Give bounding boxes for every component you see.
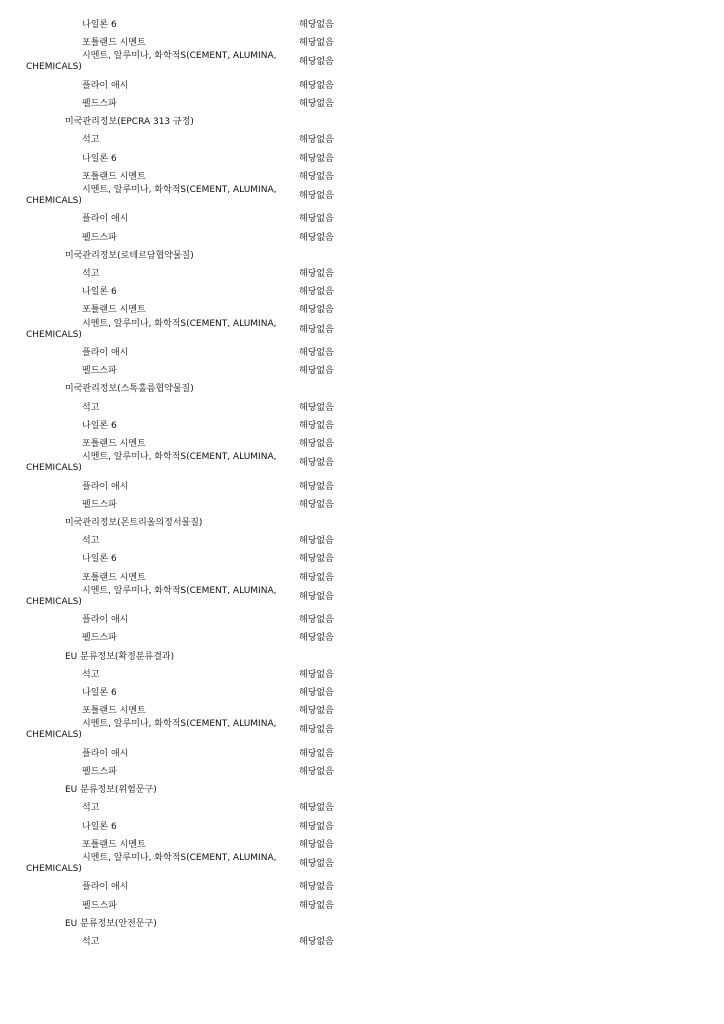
substance-name: 플라이 애시 (82, 481, 129, 492)
substance-row (0, 668, 724, 682)
substance-name: 플라이 애시 (82, 80, 129, 91)
substance-row (0, 765, 724, 779)
substance-name: 시멘트, 알루미나, 화학적S(CEMENT, ALUMINA, CHEMICALS) (26, 318, 277, 340)
substance-name: 포틀랜드 시멘트 (82, 839, 146, 850)
applicability-value: 해당없음 (299, 287, 334, 298)
applicability-value: 해당없음 (299, 688, 334, 698)
applicability-value: 해당없음 (299, 821, 334, 832)
applicability-value: 해당없음 (299, 232, 334, 243)
substance-row (0, 346, 724, 360)
substance-name: 포틀랜드 시멘트 (82, 305, 146, 316)
substance-name: 포틀랜드 시멘트 (82, 38, 146, 49)
substance-row (0, 18, 724, 32)
substance-name: 나일론 6 (82, 20, 117, 30)
substance-name: 플라이 애시 (82, 214, 129, 225)
section-heading: 미국관리정보(몬트리올의정서물질) (65, 518, 203, 528)
applicability-value: 해당없음 (299, 536, 334, 547)
substance-row (0, 838, 724, 852)
applicability-value: 해당없음 (299, 305, 334, 316)
applicability-value: 해당없음 (299, 481, 334, 492)
applicability-value: 해당없음 (299, 572, 334, 583)
section-heading: 미국관리정보(로테르담협약물질) (65, 250, 194, 261)
applicability-value: 해당없음 (299, 420, 334, 431)
substance-name: 나일론 6 (82, 554, 117, 565)
substance-row (0, 51, 724, 73)
section-heading-row (0, 917, 724, 931)
substance-row (0, 364, 724, 378)
substance-row (0, 285, 724, 299)
substance-name: 석고 (82, 937, 100, 947)
substance-name: 시멘트, 알루미나, 화학적S(CEMENT, ALUMINA, CHEMICALS) (26, 51, 277, 73)
substance-row (0, 571, 724, 585)
substance-row (0, 152, 724, 166)
substance-row (0, 935, 724, 949)
substance-name: 플라이 애시 (82, 882, 129, 893)
applicability-value: 해당없음 (299, 669, 334, 680)
substance-name: 석고 (82, 135, 100, 146)
applicability-value: 해당없음 (299, 348, 334, 358)
substance-row (0, 212, 724, 226)
applicability-value: 해당없음 (299, 803, 334, 814)
applicability-value: 해당없음 (299, 439, 334, 449)
substance-name: 석고 (82, 803, 100, 814)
applicability-value: 해당없음 (299, 38, 334, 49)
substance-name: 시멘트, 알루미나, 화학적S(CEMENT, ALUMINA, CHEMICALS) (26, 853, 277, 874)
section-heading: 미국관리정보(스톡홀름협약물질) (65, 384, 194, 395)
substance-row (0, 170, 724, 184)
substance-row (0, 419, 724, 433)
applicability-value: 해당없음 (299, 554, 334, 565)
section-heading-row (0, 650, 724, 664)
applicability-value: 해당없음 (299, 20, 334, 30)
section-heading: EU 분류정보(위험문구) (65, 785, 157, 796)
section-heading: EU 분류정보(확정분류결과) (65, 651, 175, 662)
section-heading-row (0, 115, 724, 129)
substance-name: 포틀랜드 시멘트 (82, 171, 146, 182)
substance-name: 나일론 6 (82, 821, 117, 832)
substance-row (0, 133, 724, 147)
substance-name: 석고 (82, 669, 100, 680)
substance-row (0, 853, 724, 874)
substance-name: 펠드스파 (82, 499, 117, 510)
applicability-value: 해당없음 (299, 748, 334, 759)
substance-row (0, 498, 724, 512)
applicability-value: 해당없음 (299, 725, 334, 736)
substance-name: 석고 (82, 402, 100, 413)
applicability-value: 해당없음 (299, 80, 334, 91)
substance-row (0, 747, 724, 761)
substance-name: 시멘트, 알루미나, 화학적S(CEMENT, ALUMINA, CHEMICALS) (26, 185, 277, 206)
substance-row (0, 318, 724, 340)
applicability-value: 해당없음 (299, 706, 334, 717)
substance-name: 펠드스파 (82, 767, 117, 777)
substance-name: 펠드스파 (82, 99, 117, 109)
substance-name: 포틀랜드 시멘트 (82, 706, 146, 717)
substance-name: 펠드스파 (82, 900, 117, 911)
substance-name: 시멘트, 알루미나, 화학적S(CEMENT, ALUMINA, CHEMICALS) (26, 719, 277, 741)
applicability-value: 해당없음 (299, 191, 334, 201)
substance-name: 나일론 6 (82, 420, 117, 431)
substance-row (0, 303, 724, 317)
substance-row (0, 231, 724, 245)
applicability-value: 해당없음 (299, 458, 334, 469)
section-heading-row (0, 783, 724, 797)
substance-row (0, 97, 724, 111)
applicability-value: 해당없음 (299, 937, 334, 947)
substance-row (0, 686, 724, 700)
applicability-value: 해당없음 (299, 882, 334, 893)
applicability-value: 해당없음 (299, 214, 334, 225)
substance-name: 펠드스파 (82, 633, 117, 644)
section-heading-row (0, 249, 724, 263)
section-heading-row (0, 382, 724, 396)
substance-name: 나일론 6 (82, 688, 117, 698)
substance-name: 플라이 애시 (82, 615, 129, 626)
substance-row (0, 267, 724, 281)
substance-name: 시멘트, 알루미나, 화학적S(CEMENT, ALUMINA, CHEMICALS) (26, 452, 277, 474)
substance-row (0, 899, 724, 913)
applicability-value: 해당없음 (299, 99, 334, 109)
substance-row (0, 452, 724, 474)
substance-row (0, 401, 724, 415)
substance-name: 펠드스파 (82, 366, 117, 377)
substance-name: 포틀랜드 시멘트 (82, 572, 146, 583)
substance-row (0, 185, 724, 206)
substance-row (0, 719, 724, 741)
substance-row (0, 534, 724, 548)
section-heading-row (0, 516, 724, 530)
substance-name: 나일론 6 (82, 287, 117, 298)
substance-row (0, 552, 724, 566)
applicability-value: 해당없음 (299, 269, 334, 279)
substance-row (0, 880, 724, 894)
applicability-value: 해당없음 (299, 767, 334, 777)
applicability-value: 해당없음 (299, 615, 334, 626)
substance-name: 포틀랜드 시멘트 (82, 439, 146, 449)
substance-name: 석고 (82, 269, 100, 279)
substance-row (0, 820, 724, 834)
substance-name: 플라이 애시 (82, 348, 129, 358)
applicability-value: 해당없음 (299, 900, 334, 911)
applicability-value: 해당없음 (299, 366, 334, 377)
substance-row (0, 79, 724, 93)
applicability-value: 해당없음 (299, 839, 334, 850)
substance-row (0, 480, 724, 494)
substance-row (0, 801, 724, 815)
applicability-value: 해당없음 (299, 859, 334, 869)
applicability-value: 해당없음 (299, 57, 334, 68)
applicability-value: 해당없음 (299, 135, 334, 146)
section-heading: EU 분류정보(안전문구) (65, 918, 157, 929)
substance-name: 시멘트, 알루미나, 화학적S(CEMENT, ALUMINA, CHEMICALS) (26, 585, 277, 607)
substance-name: 석고 (82, 536, 100, 547)
applicability-value: 해당없음 (299, 499, 334, 510)
substance-name: 플라이 애시 (82, 748, 129, 759)
applicability-value: 해당없음 (299, 153, 334, 164)
substance-row (0, 585, 724, 607)
applicability-value: 해당없음 (299, 633, 334, 644)
applicability-value: 해당없음 (299, 402, 334, 413)
substance-row (0, 613, 724, 627)
substance-row (0, 631, 724, 645)
applicability-value: 해당없음 (299, 171, 334, 182)
substance-row (0, 36, 724, 50)
substance-row (0, 704, 724, 718)
applicability-value: 해당없음 (299, 591, 334, 602)
section-heading: 미국관리정보(EPCRA 313 규정) (65, 117, 194, 128)
substance-name: 나일론 6 (82, 153, 117, 164)
applicability-value: 해당없음 (299, 324, 334, 335)
substance-name: 펠드스파 (82, 232, 117, 243)
substance-row (0, 437, 724, 451)
